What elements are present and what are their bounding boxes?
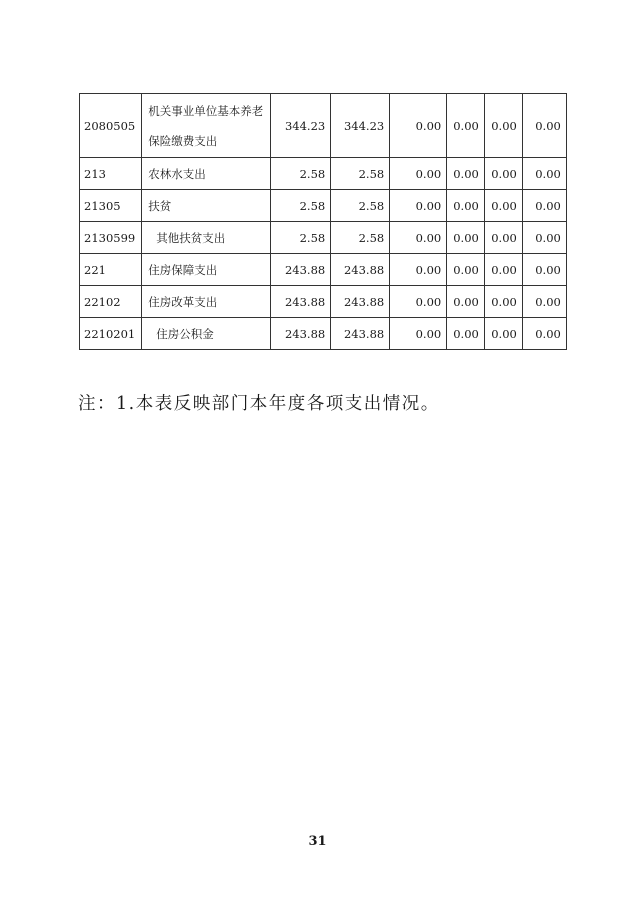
item-name: 住房公积金 [142, 318, 271, 350]
amount-cell: 0.00 [522, 286, 566, 318]
amount-cell: 0.00 [447, 318, 485, 350]
amount-cell: 0.00 [447, 286, 485, 318]
amount-cell: 243.88 [331, 318, 390, 350]
amount-cell: 0.00 [447, 254, 485, 286]
amount-cell: 0.00 [484, 222, 522, 254]
amount-cell: 0.00 [390, 318, 447, 350]
amount-cell: 243.88 [271, 318, 331, 350]
amount-cell: 0.00 [522, 254, 566, 286]
amount-cell: 0.00 [484, 190, 522, 222]
amount-cell: 0.00 [522, 222, 566, 254]
amount-cell: 0.00 [522, 190, 566, 222]
amount-cell: 0.00 [390, 158, 447, 190]
amount-cell: 0.00 [447, 158, 485, 190]
function-code: 22102 [80, 286, 142, 318]
amount-cell: 243.88 [271, 254, 331, 286]
amount-cell: 0.00 [484, 318, 522, 350]
amount-cell: 0.00 [447, 94, 485, 158]
amount-cell: 243.88 [331, 254, 390, 286]
item-name: 住房改革支出 [142, 286, 271, 318]
amount-cell: 0.00 [484, 94, 522, 158]
item-name: 农林水支出 [142, 158, 271, 190]
amount-cell: 2.58 [271, 190, 331, 222]
amount-cell: 0.00 [522, 158, 566, 190]
function-code: 21305 [80, 190, 142, 222]
amount-cell: 0.00 [447, 190, 485, 222]
amount-cell: 243.88 [271, 286, 331, 318]
function-code: 2080505 [80, 94, 142, 158]
amount-cell: 0.00 [390, 190, 447, 222]
amount-cell: 2.58 [331, 222, 390, 254]
amount-cell: 0.00 [484, 254, 522, 286]
amount-cell: 344.23 [331, 94, 390, 158]
amount-cell: 2.58 [331, 158, 390, 190]
item-name: 其他扶贫支出 [142, 222, 271, 254]
function-code: 221 [80, 254, 142, 286]
amount-cell: 0.00 [390, 222, 447, 254]
amount-cell: 2.58 [271, 158, 331, 190]
function-code: 213 [80, 158, 142, 190]
amount-cell: 0.00 [390, 94, 447, 158]
table-row [80, 254, 567, 286]
amount-cell: 0.00 [522, 94, 566, 158]
amount-cell: 243.88 [331, 286, 390, 318]
table-note: 注：1.本表反映部门本年度各项支出情况。 [78, 394, 440, 414]
amount-cell: 0.00 [447, 222, 485, 254]
amount-cell: 2.58 [271, 222, 331, 254]
table-row [80, 158, 567, 190]
item-name: 住房保障支出 [142, 254, 271, 286]
table-row [80, 318, 567, 350]
table-row [80, 286, 567, 318]
amount-cell: 0.00 [390, 254, 447, 286]
item-name: 机关事业单位基本养老保险缴费支出 [142, 94, 271, 158]
function-code: 2130599 [80, 222, 142, 254]
table-row [80, 94, 567, 158]
function-code: 2210201 [80, 318, 142, 350]
table-row [80, 222, 567, 254]
amount-cell: 344.23 [271, 94, 331, 158]
page-number: 31 [308, 834, 327, 849]
amount-cell: 0.00 [390, 286, 447, 318]
amount-cell: 0.00 [522, 318, 566, 350]
expenditure-table [79, 93, 567, 350]
item-name: 扶贫 [142, 190, 271, 222]
amount-cell: 0.00 [484, 286, 522, 318]
table-row [80, 190, 567, 222]
amount-cell: 2.58 [331, 190, 390, 222]
amount-cell: 0.00 [484, 158, 522, 190]
